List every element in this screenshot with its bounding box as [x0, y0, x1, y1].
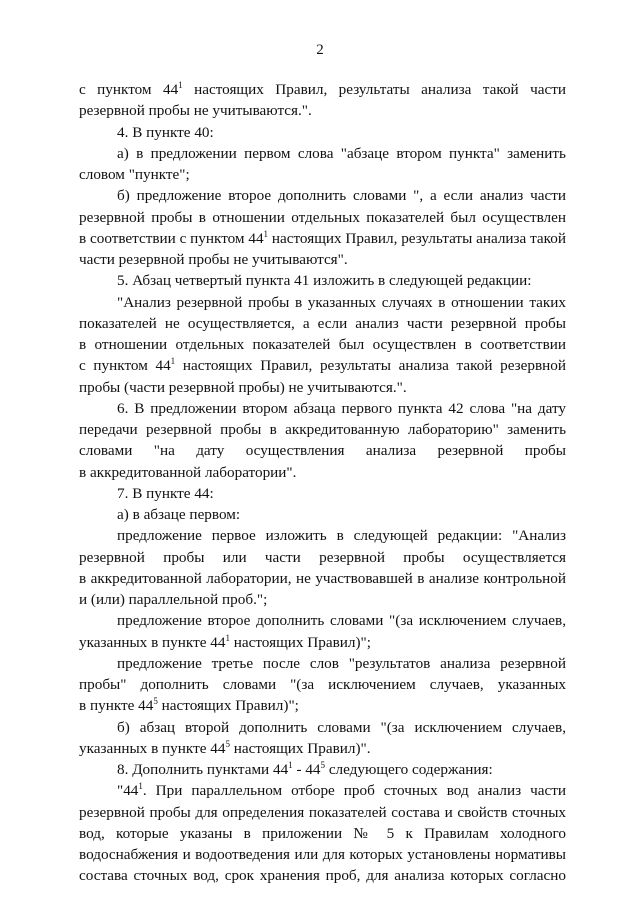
text-line: пробы (части резервной пробы) не учитываются.". — [79, 378, 407, 396]
superscript: 1 — [138, 781, 143, 792]
text-line: пробы" дополнить словами "(за исключением случаев, указанных — [79, 676, 566, 693]
text-line: предложение третье после слов "результатов анализа резервной — [117, 654, 566, 672]
text-line — [79, 632, 566, 653]
text-line — [79, 780, 566, 801]
text-line: части резервной пробы не учитываются". — [79, 251, 348, 268]
text-line: показателей не осуществляется, а если анализ части резервной пробы — [79, 314, 566, 332]
superscript: 5 — [320, 760, 326, 770]
text-line — [79, 738, 566, 759]
text-line — [79, 695, 566, 716]
text-line: б) абзац второй дополнить словами "(за исключением случаев, — [117, 718, 566, 736]
text-line: 6. В предложении втором абзаца первого пункта 42 слова "на дату — [117, 399, 566, 417]
text-line — [79, 759, 566, 780]
text-segment: "44 — [117, 782, 139, 800]
text-line: в отношении отдельных показателей был осуществлен в соответствии — [79, 336, 566, 353]
text-line: резервной пробы в отношении отдельных показателей был осуществлен — [79, 208, 566, 226]
text-line: а) в предложении первом слова "абзаце втором пункта" заменить — [117, 144, 566, 162]
text-segment: указанных в пункте 44 — [79, 739, 226, 757]
text-segment: - 44 — [292, 761, 321, 778]
text-segment: . При параллельном отборе проб сточных вод анализ части — [142, 782, 566, 800]
text-line: словами "на дату осуществления анализа резервной пробы — [79, 442, 566, 460]
text-segment: указанных в пункте 44 — [79, 633, 226, 651]
text-line: а) в абзаце первом: — [117, 506, 241, 523]
page-number: 2 — [316, 42, 324, 58]
superscript: 5 — [225, 738, 230, 749]
text-line: резервной пробы не учитываются.". — [79, 102, 312, 120]
superscript: 1 — [225, 632, 230, 643]
text-segment: 8. Дополнить пунктами 44 — [117, 761, 289, 778]
text-line: водоснабжения и водоотведения или для которых установлены нормативы — [79, 846, 566, 863]
text-line: резервной пробы для определения показателей состава и свойств сточных — [79, 803, 566, 821]
text-line: вод, которые указаны в приложении № 5 к Правилам холодного — [79, 824, 566, 842]
text-line: 4. В пункте 40: — [117, 123, 214, 141]
superscript: 1 — [178, 80, 183, 90]
superscript: 1 — [288, 760, 293, 770]
text-line — [79, 355, 566, 376]
text-line: передачи резервной пробы в аккредитованную лабораторию" заменить — [79, 421, 566, 438]
text-line: б) предложение второе дополнить словами ", а если анализ части — [117, 187, 566, 205]
document-body — [79, 79, 566, 887]
text-segment: настоящих Правил)"; — [229, 633, 371, 651]
text-segment: настоящих Правил)"; — [157, 697, 299, 715]
text-line: словом "пункте"; — [79, 166, 190, 183]
text-line: 7. В пункте 44: — [117, 484, 214, 502]
text-segment: следующего содержания: — [325, 761, 493, 778]
text-segment: настоящих Правил, результаты анализа такой — [268, 229, 566, 247]
text-line: в аккредитованной лаборатории, не участвовавшей в анализе контрольной — [79, 569, 566, 587]
text-segment: в соответствии с пунктом 44 — [79, 229, 264, 247]
superscript: 1 — [263, 228, 269, 239]
text-line: предложение второе дополнить словами "(за исключением случаев, — [117, 612, 566, 630]
superscript: 5 — [153, 696, 158, 707]
text-segment: в пункте 44 — [79, 697, 154, 715]
superscript: 1 — [170, 356, 176, 367]
text-line: резервной пробы или части резервной пробы осуществляется — [79, 548, 566, 566]
text-line — [79, 79, 566, 100]
text-segment: с пунктом 44 — [79, 81, 179, 98]
text-segment: настоящих Правил)". — [229, 739, 371, 757]
text-line: 5. Абзац четвертый пункта 41 изложить в следующей редакции: — [117, 272, 532, 290]
text-line: "Анализ резервной пробы в указанных случаях в отношении таких — [117, 293, 566, 311]
text-segment: настоящих Правил, результаты анализа такой части — [182, 81, 566, 98]
text-line: состава сточных вод, срок хранения проб, для анализа которых согласно — [79, 867, 566, 885]
text-line — [79, 228, 566, 249]
text-segment: настоящих Правил, результаты анализа такой резервной — [175, 357, 566, 375]
text-line: и (или) параллельной проб."; — [79, 591, 268, 608]
text-line: предложение первое изложить в следующей редакции: "Анализ — [117, 527, 566, 545]
text-line: в аккредитованной лаборатории". — [79, 463, 297, 481]
text-segment: с пунктом 44 — [79, 357, 171, 375]
